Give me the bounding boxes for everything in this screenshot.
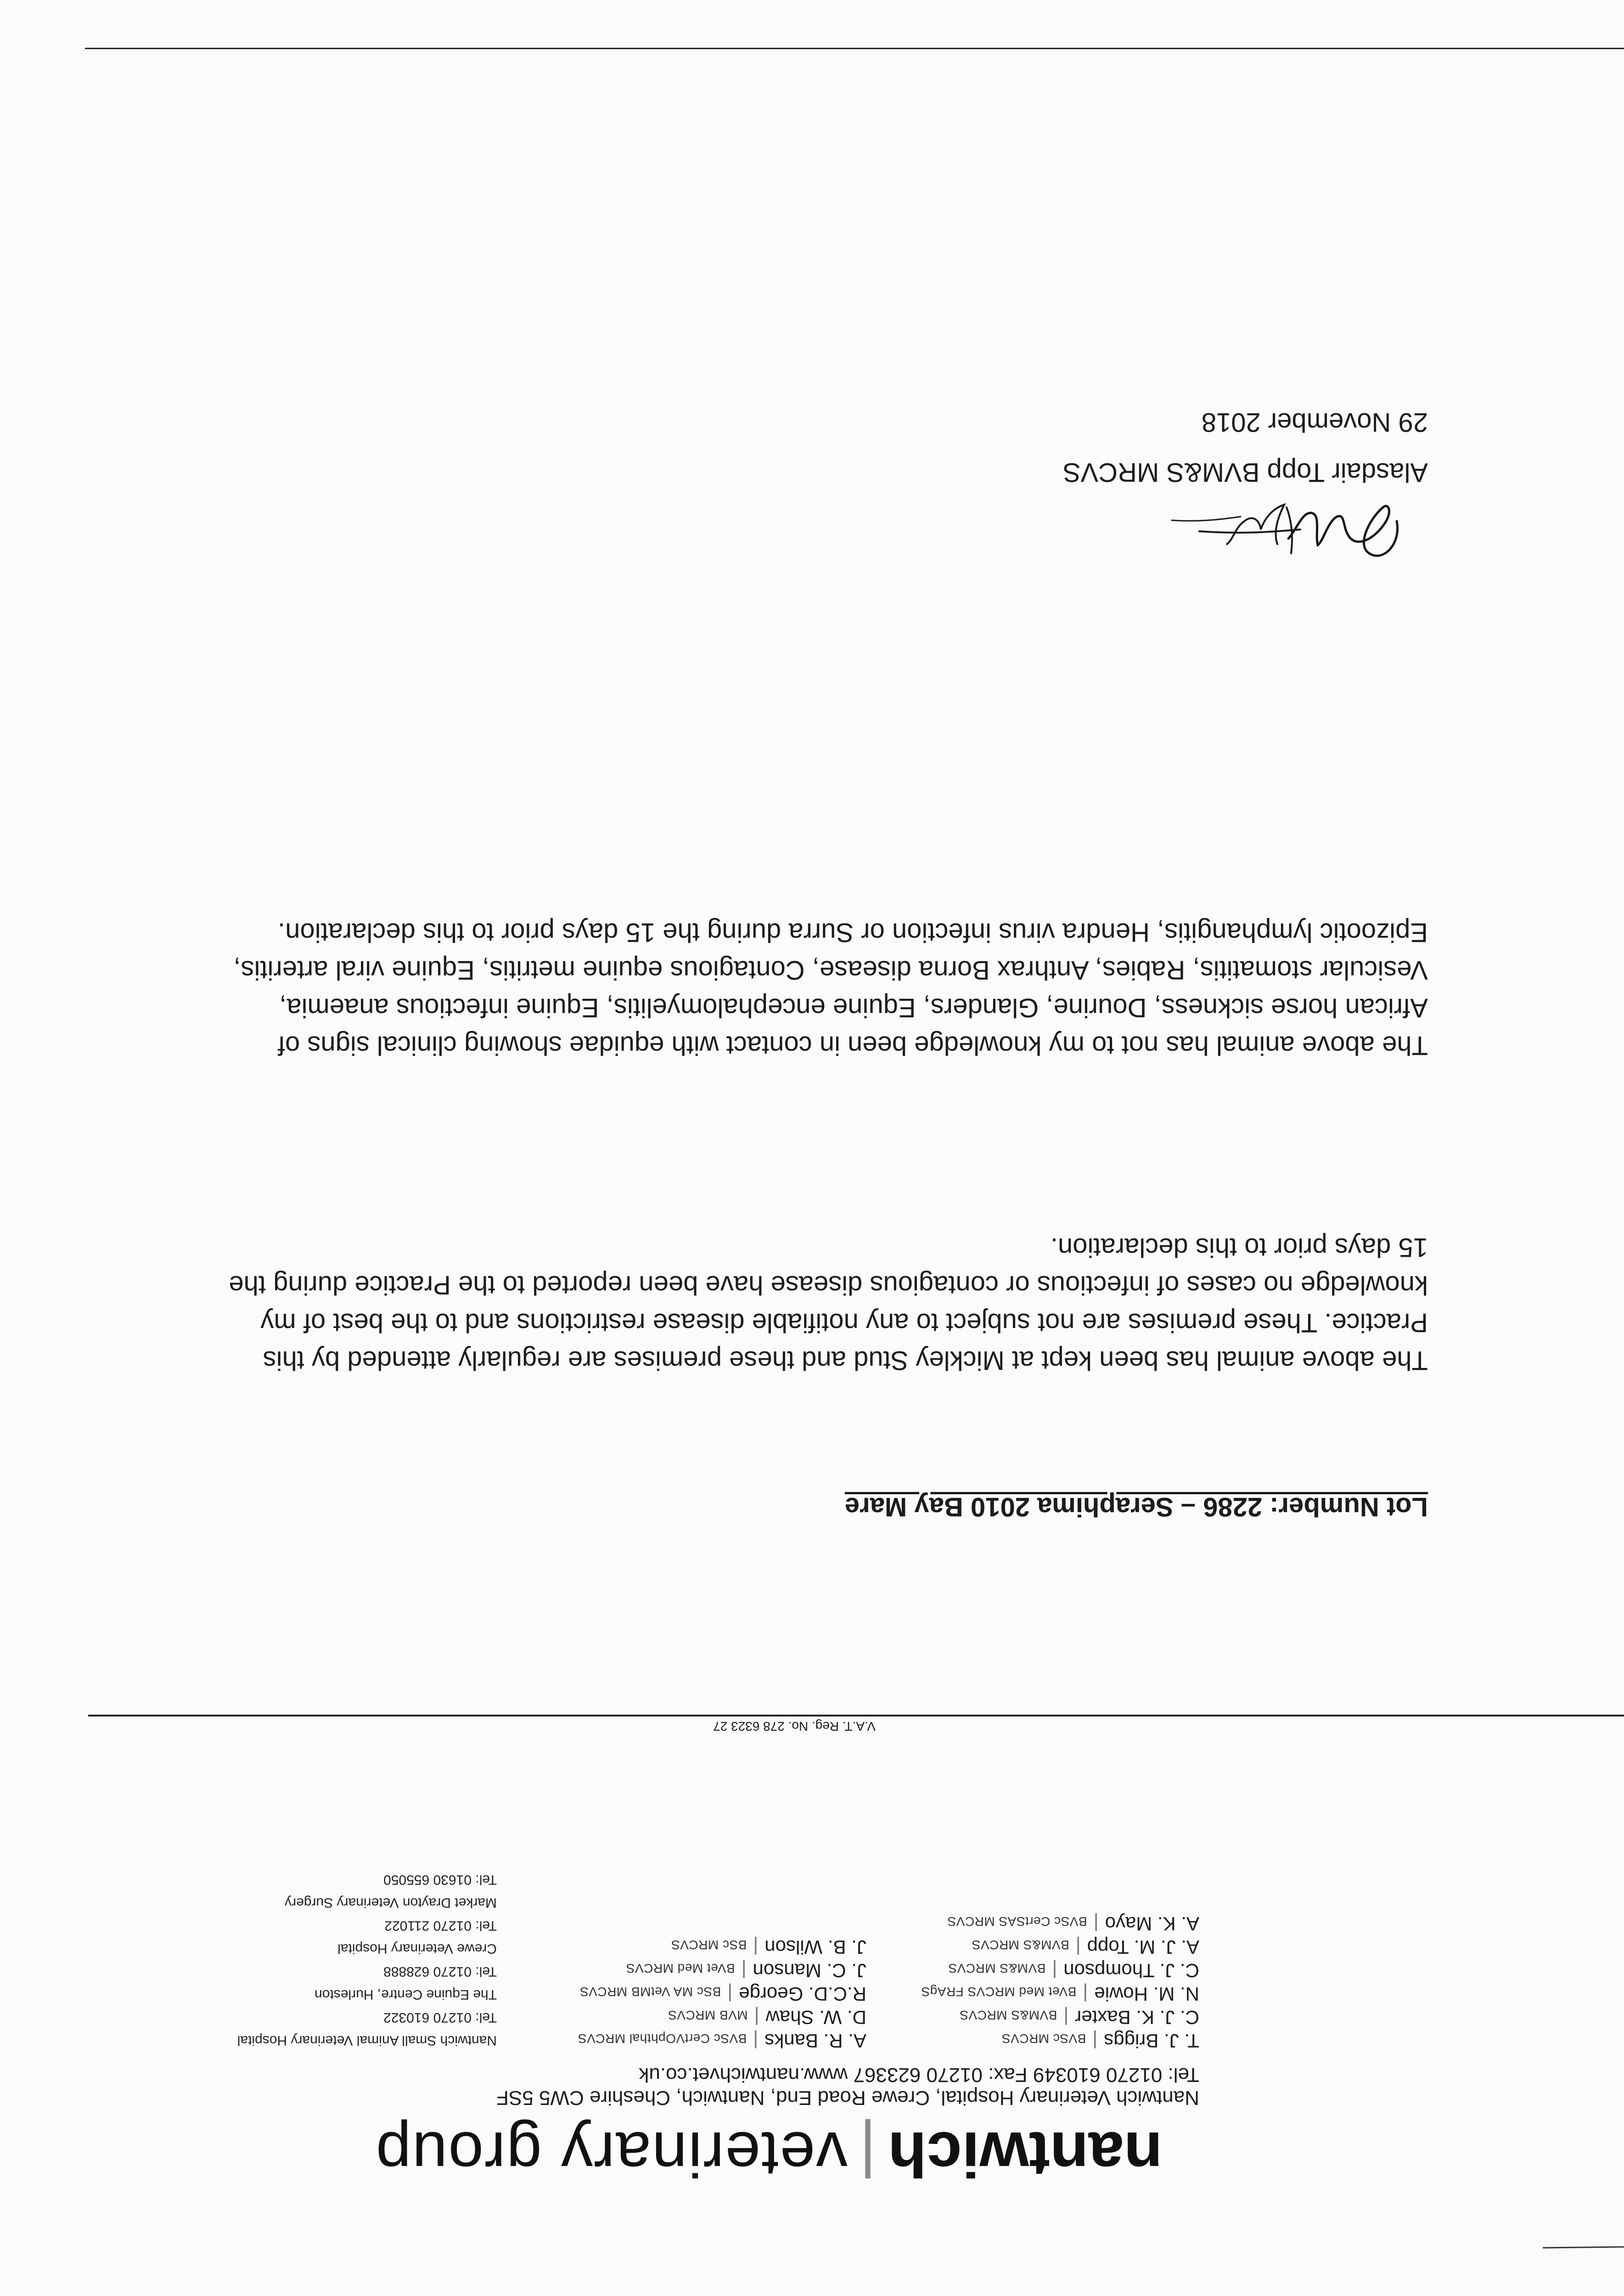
- letterhead-contact: Tel: 01270 610349 Fax: 01270 623367 www.nantwichvet.co.uk: [639, 2064, 1199, 2086]
- partner-separator: |: [741, 1960, 747, 1981]
- partner-qualifications: BVM&S MRCVS: [959, 2008, 1057, 2022]
- partner-name: T. J. Briggs: [1104, 2030, 1199, 2052]
- partner-entry: [668, 2006, 866, 2028]
- partner-name: C. J. Thompson: [1063, 1960, 1199, 1981]
- partner-separator: |: [753, 1936, 759, 1958]
- partner-entry: [948, 1959, 1199, 1981]
- partner-separator: |: [1092, 2030, 1098, 2052]
- partner-qualifications: BVSc CertVOphthal MRCVS: [578, 2032, 747, 2046]
- site-phone: Tel: 01270 211022: [384, 1918, 497, 1933]
- partner-separator: |: [754, 2007, 759, 2028]
- brand-name-rest: veterinary group: [375, 2119, 848, 2189]
- letterhead-logo: [375, 2117, 1163, 2190]
- partner-entry: [671, 1936, 866, 1958]
- partner-name: N. M. Howie: [1094, 1983, 1199, 2005]
- partner-entry: [960, 2006, 1199, 2028]
- partner-separator: |: [727, 1983, 733, 2005]
- declaration-date: 29 November 2018: [1201, 407, 1428, 437]
- partner-name: D. W. Shaw: [765, 2007, 866, 2028]
- declaration-paragraph-2: The above animal has not to my knowledge been in contact with equidae showing clinical signs of African horse sickness, Dourine, Glanders, Equine encephalomyelitis, Equine infectious anaemia, Vesicular stomatitis, Rabies, Anthrax Borna disease, Contagious equine metritis, Equine viral arteritis, Epizootic lymphangitis, Hendra virus infection or Surra during the 15 days prior to this declaration.: [233, 917, 1428, 1060]
- partner-name: J. C. Manson: [753, 1960, 866, 1981]
- partner-separator: |: [1063, 2007, 1069, 2028]
- partner-qualifications: BVSc CertSAS MRCVS: [947, 1914, 1087, 1929]
- partner-entry: [1001, 2030, 1199, 2052]
- partner-name: C. J. K. Baxter: [1075, 2007, 1199, 2028]
- partner-name: J. B. Wilson: [764, 1936, 866, 1958]
- handwritten-signature: [1158, 494, 1415, 572]
- partner-name: A. K. Mayo: [1105, 1913, 1199, 1935]
- partner-separator: |: [753, 2030, 759, 2052]
- brand-divider: |: [860, 2119, 876, 2189]
- partner-qualifications: MVB MRCVS: [668, 2008, 748, 2022]
- site-phone: Tel: 01270 628888: [383, 1964, 497, 1979]
- vat-number: V.A.T. Reg. No. 278 6323 27: [713, 1719, 876, 1733]
- site-name: Market Drayton Veterinary Surgery: [285, 1895, 497, 1910]
- bottom-edge-line: [85, 48, 1624, 49]
- site-phone: Tel: 01270 610322: [383, 2010, 497, 2025]
- partner-entry: [972, 1936, 1199, 1958]
- site-name: Crewe Veterinary Hospital: [337, 1941, 497, 1956]
- letterhead-divider: [88, 1715, 1624, 1716]
- practice-sites: [237, 1868, 497, 2052]
- site-name: Nantwich Small Animal Veterinary Hospital: [237, 2033, 497, 2048]
- partner-entry: [578, 2030, 866, 2052]
- declaration-paragraph-1: The above animal has been kept at Mickley Stud and these premises are regularly attended by this Practice. These premises are not subject to any notifiable disease restrictions and to the best of my knowledge no cases of infectious or contagious disease have been reported to the Practice during the 15 days prior to this declaration.: [229, 1232, 1428, 1375]
- letterhead-address: Nantwich Veterinary Hospital, Crewe Road End, Nantwich, Cheshire CW5 5SF: [496, 2087, 1199, 2109]
- partner-entry: [580, 1983, 866, 2005]
- partner-entry: [626, 1959, 866, 1981]
- signatory-name: Alasdair Topp BVM&S MRCVS: [1062, 457, 1428, 487]
- lot-heading: Lot Number: 2286 – Seraphima 2010 Bay Mare: [844, 1492, 1428, 1522]
- partner-name: A. J. M. Topp: [1087, 1936, 1199, 1958]
- partner-name: R.C.D. George: [739, 1983, 866, 2005]
- partner-entry: [921, 1983, 1199, 2005]
- brand-name-bold: nantwich: [888, 2119, 1163, 2189]
- partner-entry: [947, 1913, 1199, 1935]
- partner-separator: |: [1075, 1936, 1081, 1958]
- site-phone: Tel: 01630 655050: [383, 1872, 497, 1887]
- partner-separator: |: [1083, 1983, 1088, 2005]
- partner-qualifications: BSc MA VetMB MRCVS: [579, 1985, 721, 1999]
- partner-qualifications: BSc MRCVS: [671, 1938, 747, 1952]
- partner-qualifications: BVSc MRCVS: [1001, 2032, 1086, 2046]
- partner-qualifications: BVet Med MRCVS FRAgS: [921, 1985, 1077, 1999]
- partner-qualifications: BVM&S MRCVS: [972, 1938, 1069, 1952]
- partner-name: A. R. Banks: [764, 2030, 866, 2052]
- partner-qualifications: BVM&S MRCVS: [948, 1961, 1046, 1975]
- partner-separator: |: [1052, 1960, 1057, 1981]
- site-name: The Equine Centre, Hurleston: [315, 1987, 497, 2002]
- partner-qualifications: BVet Med MRCVS: [626, 1961, 735, 1975]
- partner-separator: |: [1093, 1913, 1099, 1935]
